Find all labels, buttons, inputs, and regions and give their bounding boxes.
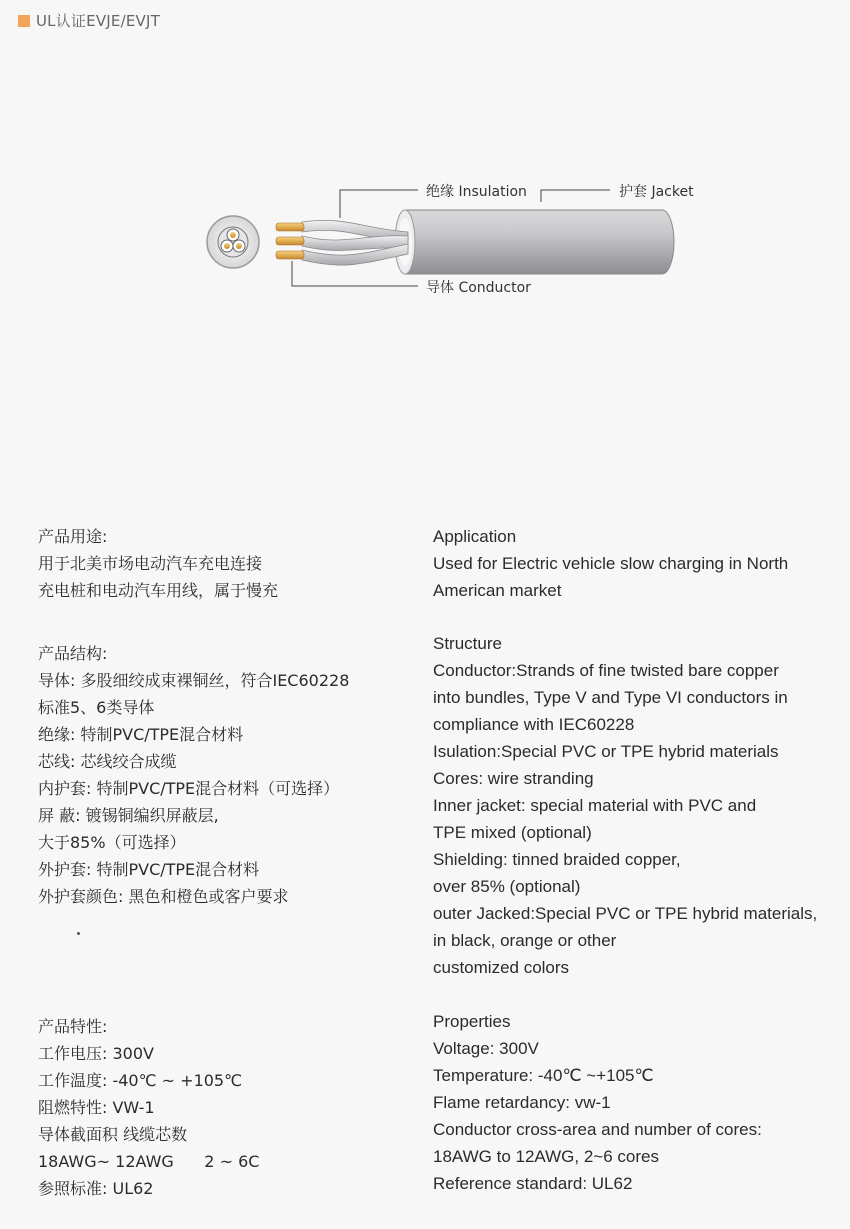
text-line: Conductor cross-area and number of cores: [433,1120,762,1139]
insulated-cores [302,220,408,265]
text-line: over 85% (optional) [433,877,581,896]
section-title-zh: 产品特性: [38,1017,108,1036]
section-title-zh: 产品用途: [38,527,108,546]
text-line: Isulation:Special PVC or TPE hybrid materials [433,742,779,761]
cable-diagram [0,150,850,320]
text-line: 内护套: 特制PVC/TPE混合材料（可选择） [38,779,340,798]
text-line: customized colors [433,958,570,977]
print-speck [77,932,80,935]
text-line: Reference standard: UL62 [433,1174,633,1193]
text-line: 外护套颜色: 黑色和橙色或客户要求 [38,887,289,906]
text-line: TPE mixed (optional) [433,823,592,842]
properties-en [433,1008,762,1197]
text-line: into bundles, Type V and Type VI conductors in [433,688,788,707]
text-line: 外护套: 特制PVC/TPE混合材料 [38,860,260,879]
text-line: 18AWG to 12AWG, 2~6 cores [433,1147,659,1166]
application-zh [38,523,278,604]
page-header [18,10,160,31]
text-line: Used for Electric vehicle slow charging in North [433,554,789,573]
text-line: 芯线: 芯线绞合成缆 [38,752,177,771]
text-line: Temperature: -40℃ ~+105℃ [433,1066,654,1085]
text-line: 用于北美市场电动汽车充电连接 [38,554,263,573]
text-line: Flame retardancy: vw-1 [433,1093,611,1112]
text-line: 阻燃特性: VW-1 [38,1098,155,1117]
structure-en [433,630,817,981]
section-title-zh: 产品结构: [38,644,108,663]
text-line: 参照标准: UL62 [38,1179,154,1198]
text-line: 工作电压: 300V [38,1044,154,1063]
section-title-en: Properties [433,1012,511,1031]
text-line: outer Jacked:Special PVC or TPE hybrid materials, [433,904,818,923]
text-line: Inner jacket: special material with PVC and [433,796,757,815]
copper-conductors [276,223,304,259]
text-line: 导体: 多股细绞成束裸铜丝，符合IEC60228 [38,671,350,690]
text-line: Cores: wire stranding [433,769,594,788]
text-line: compliance with IEC60228 [433,715,635,734]
structure-zh [38,640,349,910]
text-line: in black, orange or other [433,931,617,950]
insulation-label: 绝缘 Insulation [426,184,527,200]
text-line: 绝缘: 特制PVC/TPE混合材料 [38,725,244,744]
jacket-label: 护套 Jacket [619,184,694,200]
cable-jacket [395,210,674,274]
text-line: 导体截面积 线缆芯数 [38,1125,188,1144]
text-line: 18AWG~ 12AWG 2 ~ 6C [38,1152,260,1171]
text-line: Shielding: tinned braided copper, [433,850,681,869]
text-line: 大于85%（可选择） [38,833,186,852]
section-title-en: Application [433,527,517,546]
cross-section [207,216,259,268]
text-line: 标准5、6类导体 [38,698,155,717]
properties-zh [38,1013,259,1202]
text-line: Voltage: 300V [433,1039,539,1058]
page-title: UL认证EVJE/EVJT [36,12,160,30]
conductor-label: 导体 Conductor [426,280,531,296]
text-line: American market [433,581,562,600]
text-line: 工作温度: -40℃ ~ +105℃ [38,1071,243,1090]
text-line: 充电桩和电动汽车用线，属于慢充 [38,581,279,600]
section-title-en: Structure [433,634,502,653]
text-line: 屏 蔽: 镀锡铜编织屏蔽层, [38,806,219,825]
cable-illustration [0,150,850,320]
text-line: Conductor:Strands of fine twisted bare copper [433,661,779,680]
application-en [433,523,788,604]
header-accent-square [18,15,30,27]
